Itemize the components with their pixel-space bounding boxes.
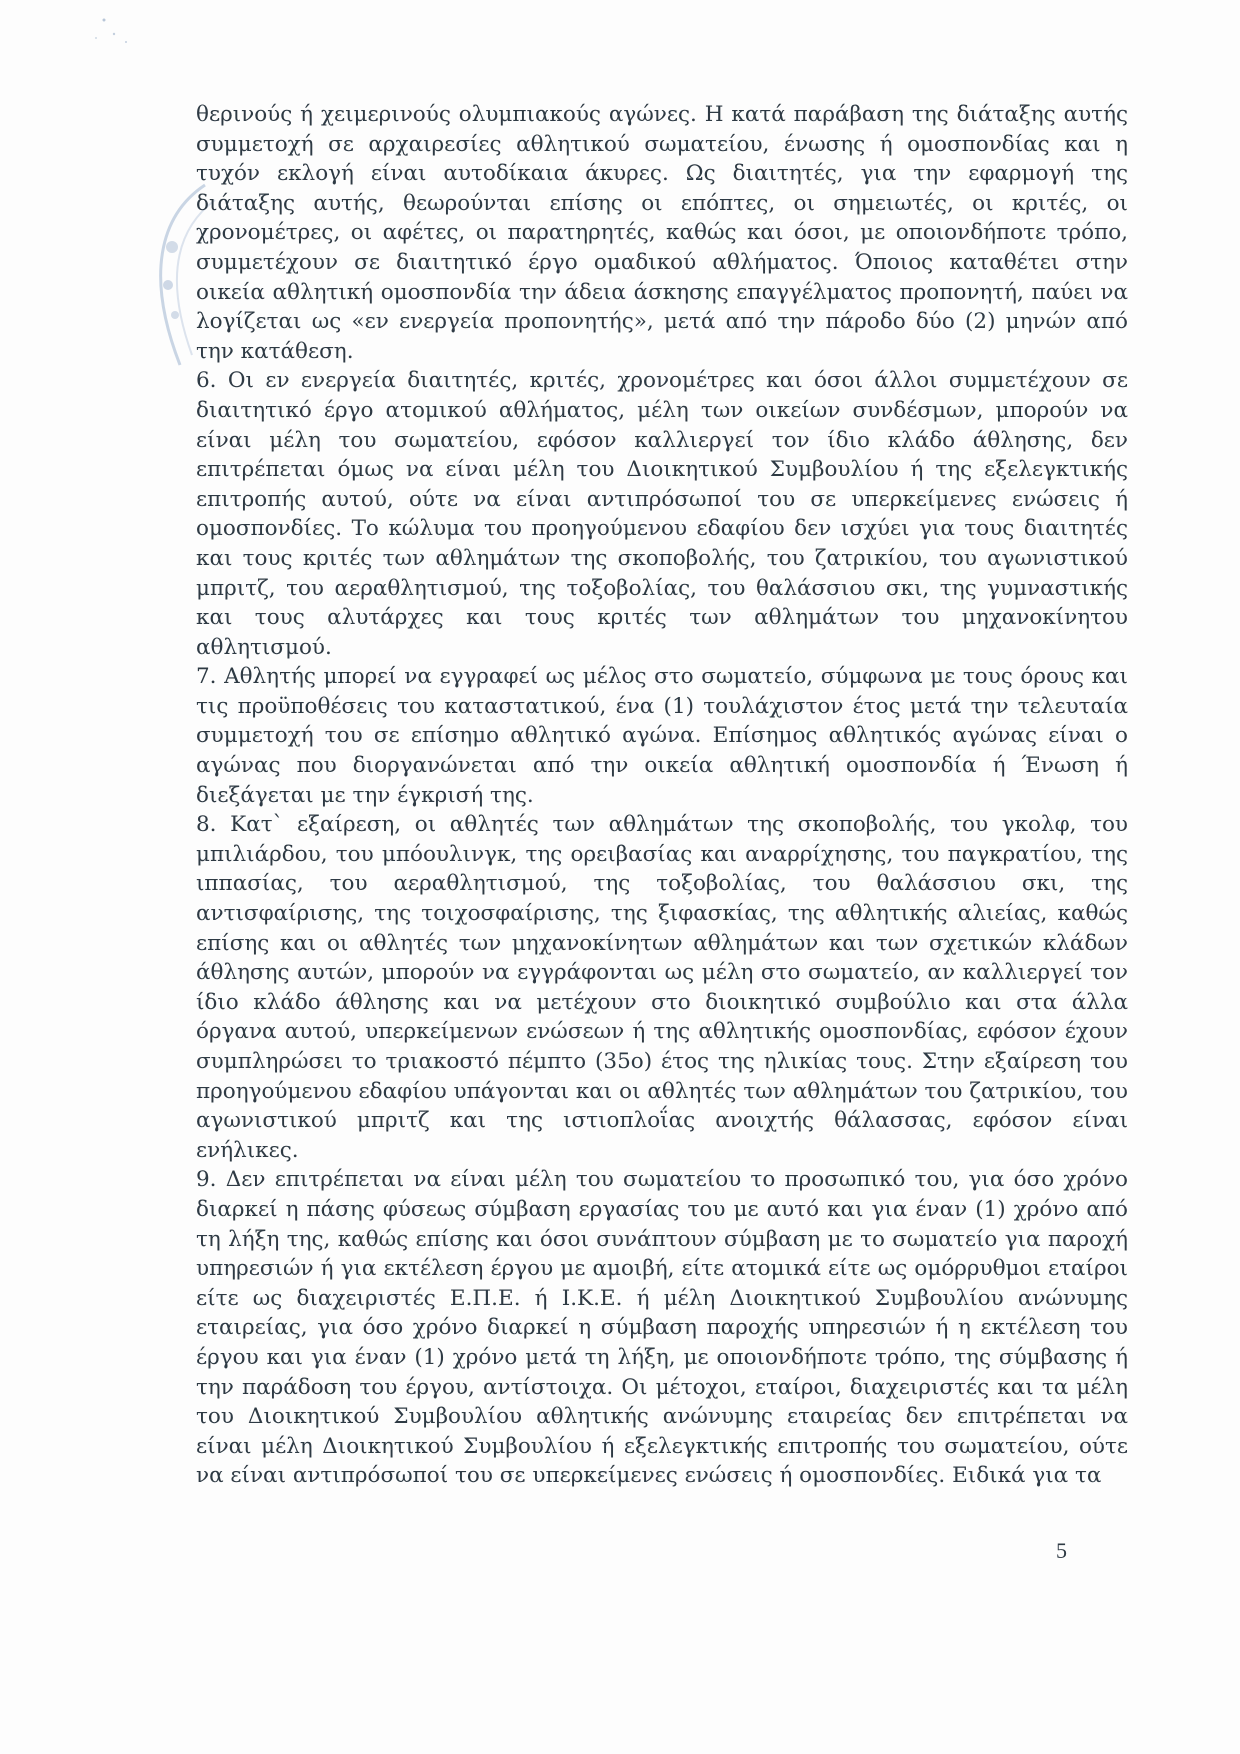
paragraph-7: 7. Αθλητής μπορεί να εγγραφεί ως μέλος στο σωματείο, σύμφωνα με τους όρους και τις προϋποθέσεις του καταστατικού, ένα (1) τουλάχιστον έτος μετά την τελευταία συμμετοχή του σε επίσημο αθλητικό αγώνα. Επίσημος αθλητικός αγώνας είναι ο αγώνας που διοργανώνεται από την οικεία αθλητική ομοσπονδία ή Ένωση ή διεξάγεται με την έγκρισή της.	[196, 664, 1128, 808]
page-number: 5	[1056, 1538, 1067, 1563]
paragraph-9: 9. Δεν επιτρέπεται να είναι μέλη του σωματείου το προσωπικό του, για όσο χρόνο διαρκεί η πάσης φύσεως σύμβαση εργασίας του με αυτό και για έναν (1) χρόνο από τη λήξη της, καθώς επίσης και όσοι συνάπτουν σύμβαση με το σωματείο για παροχή υπηρεσιών ή για εκτέλεση έργου με αμοιβή, είτε ατομικά είτε ως ομόρρυθμοι εταίροι είτε ως διαχειριστές Ε.Π.Ε. ή Ι.Κ.Ε. ή μέλη Διοικητικού Συμβουλίου ανώνυμης εταιρείας, για όσο χρόνο διαρκεί η σύμβαση παροχής υπηρεσιών ή η εκτέλεση του έργου και για έναν (1) χρόνο μετά τη λήξη, με οποιονδήποτε τρόπο, της σύμβασης ή την παράδοση του έργου, αντίστοιχα. Οι μέτοχοι, εταίροι, διαχειριστές και τα μέλη του Διοικητικού Συμβουλίου αθλητικής ανώνυμης εταιρείας δεν επιτρέπεται να είναι μέλη Διοικητικού Συμβουλίου ή εξελεγκτικής επιτροπής του σωματείου, ούτε να είναι αντιπρόσωποί του σε υπερκείμενες ενώσεις ή ομοσπονδίες. Ειδικά για τα	[196, 1167, 1128, 1489]
paragraph-6: 6. Οι εν ενεργεία διαιτητές, κριτές, χρονομέτρες και όσοι άλλοι συμμετέχουν σε διαιτητικό έργο ατομικού αθλήματος, μέλη των οικείων συνδέσμων, μπορούν να είναι μέλη του σωματείου, εφόσον καλλιεργεί τον ίδιο κλάδο άθλησης, δεν επιτρέπεται όμως να είναι μέλη του Διοικητικού Συμβουλίου ή της εξελεγκτικής επιτροπής αυτού, ούτε να είναι αντιπρόσωποί του σε υπερκείμενες ενώσεις ή ομοσπονδίες. Το κώλυμα του προηγούμενου εδαφίου δεν ισχύει για τους διαιτητές και τους κριτές των αθλημάτων της σκοποβολής, του ζατρικίου, του αγωνιστικού μπριτζ, του αεραθλητισμού, της τοξοβολίας, του θαλάσσιου σκι, της γυμναστικής και τους αλυτάρχες και τους κριτές των αθλημάτων του μηχανοκίνητου αθλητισμού.	[196, 368, 1128, 660]
corner-smudge	[84, 12, 144, 72]
document-body	[196, 100, 1128, 1491]
paragraph-8: 8. Κατ` εξαίρεση, οι αθλητές των αθλημάτων της σκοποβολής, του γκολφ, του μπιλιάρδου, του μπόουλινγκ, της ορειβασίας και αναρρίχησης, του παγκρατίου, της ιππασίας, του αεραθλητισμού, της τοξοβολίας, του θαλάσσιου σκι, της αντισφαίρισης, της τοιχοσφαίρισης, της ξιφασκίας, της αθλητικής αλιείας, καθώς επίσης και οι αθλητές των μηχανοκίνητων αθλημάτων και των σχετικών κλάδων άθλησης αυτών, μπορούν να εγγράφονται ως μέλη στο σωματείο, αν καλλιεργεί τον ίδιο κλάδο άθλησης και να μετέχουν στο διοικητικό συμβούλιο και στα άλλα όργανα αυτού, υπερκείμενων ενώσεων ή της αθλητικής ομοσπονδίας, εφόσον έχουν συμπληρώσει το τριακοστό πέμπτο (35ο) έτος της ηλικίας τους. Στην εξαίρεση του προηγούμενου εδαφίου υπάγονται και οι αθλητές των αθλημάτων του ζατρικίου, του αγωνιστικού μπριτζ και της ιστιοπλοΐας ανοιχτής θάλασσας, εφόσον είναι ενήλικες.	[196, 812, 1128, 1163]
paragraph-continuation: θερινούς ή χειμερινούς ολυμπιακούς αγώνες. Η κατά παράβαση της διάταξης αυτής συμμετοχή σε αρχαιρεσίες αθλητικού σωματείου, ένωσης ή ομοσπονδίας και η τυχόν εκλογή είναι αυτοδίκαια άκυρες. Ως διαιτητές, για την εφαρμογή της διάταξης αυτής, θεωρούνται επίσης οι επόπτες, οι σημειωτές, οι κριτές, οι χρονομέτρες, οι αφέτες, οι παρατηρητές, καθώς και όσοι, με οποιονδήποτε τρόπο, συμμετέχουν σε διαιτητικό έργο ομαδικού αθλήματος. Όποιος καταθέτει στην οικεία αθλητική ομοσπονδία την άδεια άσκησης επαγγέλματος προπονητή, παύει να λογίζεται ως «εν ενεργεία προπονητής», μετά από την πάροδο δύο (2) μηνών από την κατάθεση.	[196, 102, 1128, 364]
